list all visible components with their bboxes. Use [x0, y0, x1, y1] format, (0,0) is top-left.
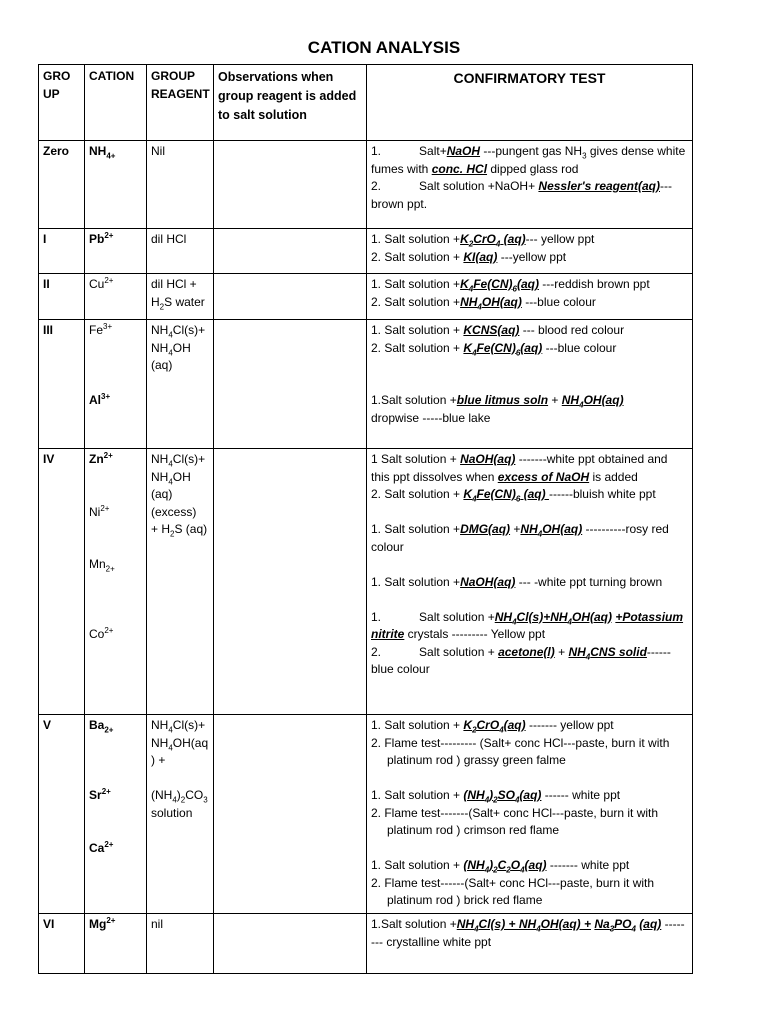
confirmatory-test [367, 449, 693, 715]
test-line: 2. Salt solution + KI(aq) ---yellow ppt [371, 249, 567, 264]
test-line: 1. Salt solution $+NH_4Cl(s)+NH_4OH(aq)$ +Potassium nitrite crystals --------- Yellow ppt [371, 609, 684, 641]
group-label: VI [39, 914, 85, 974]
group-reagent: Nil [147, 141, 214, 229]
test-line: 1. Salt solution + $(NH_4)_2C_2O_4(aq)$ ------- white ppt [371, 858, 630, 875]
group-label: IV [39, 449, 85, 715]
test-line: 1. Salt solution + $(NH_4)_2SO_4(aq)$ ------ white ppt [371, 788, 621, 805]
row-group-1 [39, 229, 693, 274]
row-group-4 [39, 449, 693, 715]
cation-ca: $Ca^{2+}$ [89, 839, 114, 855]
header-confirmatory: CONFIRMATORY TEST [367, 65, 693, 141]
observations-cell [214, 449, 367, 715]
confirmatory-test [367, 229, 693, 274]
observations-cell [214, 229, 367, 274]
confirmatory-test [367, 715, 693, 914]
test-line: 1. Salt solution +NaOH(aq) --- -white ppt turning brown [371, 574, 663, 589]
test-line: 2. Flame test--------- (Salt+ conc HCl---paste, burn it with platinum rod ) grassy green falme [371, 735, 670, 767]
test-line: 2. Salt solution + $K_4Fe(CN)_6$ (aq) ------bluish white ppt [371, 487, 656, 504]
test-line: 1.Salt solution $+NH_4Cl(s) + NH_4OH(aq) + Na_3PO_4$ (aq) -------- crystalline white ppt [371, 917, 685, 949]
cation-al: $Al^{3+}$ [89, 392, 111, 407]
group-reagent: $NH_4Cl(s)+$ $NH_4OH$ (aq) [147, 320, 214, 449]
confirmatory-test: 1. Salt solution + KCNS(aq) --- blood red colour 2. Salt solution + $K_4Fe(CN)_6(aq)$ ---blue colour 1.Salt solution +blue litmus $soln + NH_4OH(aq)$ dropwise -----blue lake [367, 320, 693, 449]
group-reagent: $NH_4Cl(s)+$ $NH_4OH$ (aq) (excess) + $H_2S$ (aq) [147, 449, 214, 715]
header-cation: CATION [85, 65, 147, 141]
observations-cell [214, 715, 367, 914]
cation-cu: $Cu^{2+}$ [85, 274, 147, 320]
cation-mn: $Mn_{2+}$ [89, 557, 115, 574]
group-label: I [39, 229, 85, 274]
cation-zn: $Zn^{2+}$ [89, 451, 113, 466]
test-line: 1. Salt solution $+K_4Fe(CN)_6(aq)$ ---reddish brown ppt [371, 277, 650, 294]
cation-cell [85, 320, 147, 449]
cation-cell [85, 715, 147, 914]
row-group-3 [39, 320, 693, 449]
cation-co: $Co^{2+}$ [89, 626, 114, 641]
test-line: 2. Salt solution $+NH_4OH(aq)$ ---blue colour [371, 294, 596, 311]
test-line: 2. Salt solution +NaOH+ Nessler's reagent(aq)--- brown ppt. [371, 179, 672, 211]
cation-analysis-table [38, 64, 693, 974]
observations-cell [214, 320, 367, 449]
row-group-6 [39, 914, 693, 974]
header-row [39, 65, 693, 141]
cation-sr: $Sr^{2+}$ [89, 787, 111, 802]
test-line: 2. Flame test-------(Salt+ conc HCl---paste, burn it with platinum rod ) crimson red flame [371, 805, 659, 837]
cation-ni: $Ni^{2+}$ [89, 503, 110, 519]
row-group-5 [39, 715, 693, 914]
observations-cell [214, 141, 367, 229]
test-line: 1. Salt solution + $K_2CrO_4(aq)$ ------- yellow ppt [371, 718, 614, 735]
cation-ba: $Ba_{2+}$ [89, 718, 114, 735]
cation-nh4: $NH_{4+}$ [85, 141, 147, 229]
test-line: 1.Salt solution +blue litmus $soln + NH_4OH(aq)$ [371, 393, 624, 410]
group-reagent: dil HCl [147, 229, 214, 274]
group-label: Zero [39, 141, 85, 229]
test-line: 1. Salt solution $+K_2CrO_4$ (aq)--- yellow ppt [371, 232, 595, 249]
group-label: V [39, 715, 85, 914]
observations-cell [214, 274, 367, 320]
group-reagent: nil [147, 914, 214, 974]
cation-cell [85, 449, 147, 715]
test-line: 2. Salt solution + acetone(l) + $NH_4CNS$ solid------blue colour [371, 644, 671, 676]
cation-fe: $Fe^{3+}$ [89, 322, 113, 337]
observations-cell [214, 914, 367, 974]
page-title: CATION ANALYSIS [307, 38, 461, 57]
test-line: 2. Flame test------(Salt+ conc HCl---paste, burn it with platinum rod ) brick red flame [371, 875, 655, 907]
group-reagent: dil HCl + $H_2S$ water [147, 274, 214, 320]
header-reagent: GROUP REAGENT [147, 65, 214, 141]
confirmatory-test [367, 274, 693, 320]
cation-pb: $Pb^{2+}$ [85, 229, 147, 274]
header-observations: Observations when group reagent is added to salt solution [214, 65, 367, 141]
confirmatory-test [367, 914, 693, 974]
group-label: III [39, 320, 85, 449]
row-group-2 [39, 274, 693, 320]
test-line: 2. Salt solution + $K_4Fe(CN)_6(aq)$ ---blue colour [371, 340, 617, 357]
test-line: 1 Salt solution + NaOH(aq) -------white ppt obtained and this ppt dissolves when excess of NaOH is added [371, 452, 668, 484]
test-line: 1. Salt+NaOH ---pungent gas $NH_3$ gives dense white fumes with conc. HCl dipped glass rod [371, 144, 686, 176]
test-line: 1. Salt solution + KCNS(aq) --- blood red colour [371, 323, 625, 337]
row-group-zero [39, 141, 693, 229]
group-reagent: $NH_4Cl(s)+$ $NH_4OH(aq$ ) + $(NH_4)_2CO_3$ solution [147, 715, 214, 914]
test-line: 1. Salt solution $+DMG(aq) +NH_4OH(aq)$ ----------rosy red colour [371, 522, 669, 554]
header-group: GRO UP [39, 65, 85, 141]
confirmatory-test [367, 141, 693, 229]
group-label: II [39, 274, 85, 320]
cation-mg: $Mg^{2+}$ [85, 914, 147, 974]
